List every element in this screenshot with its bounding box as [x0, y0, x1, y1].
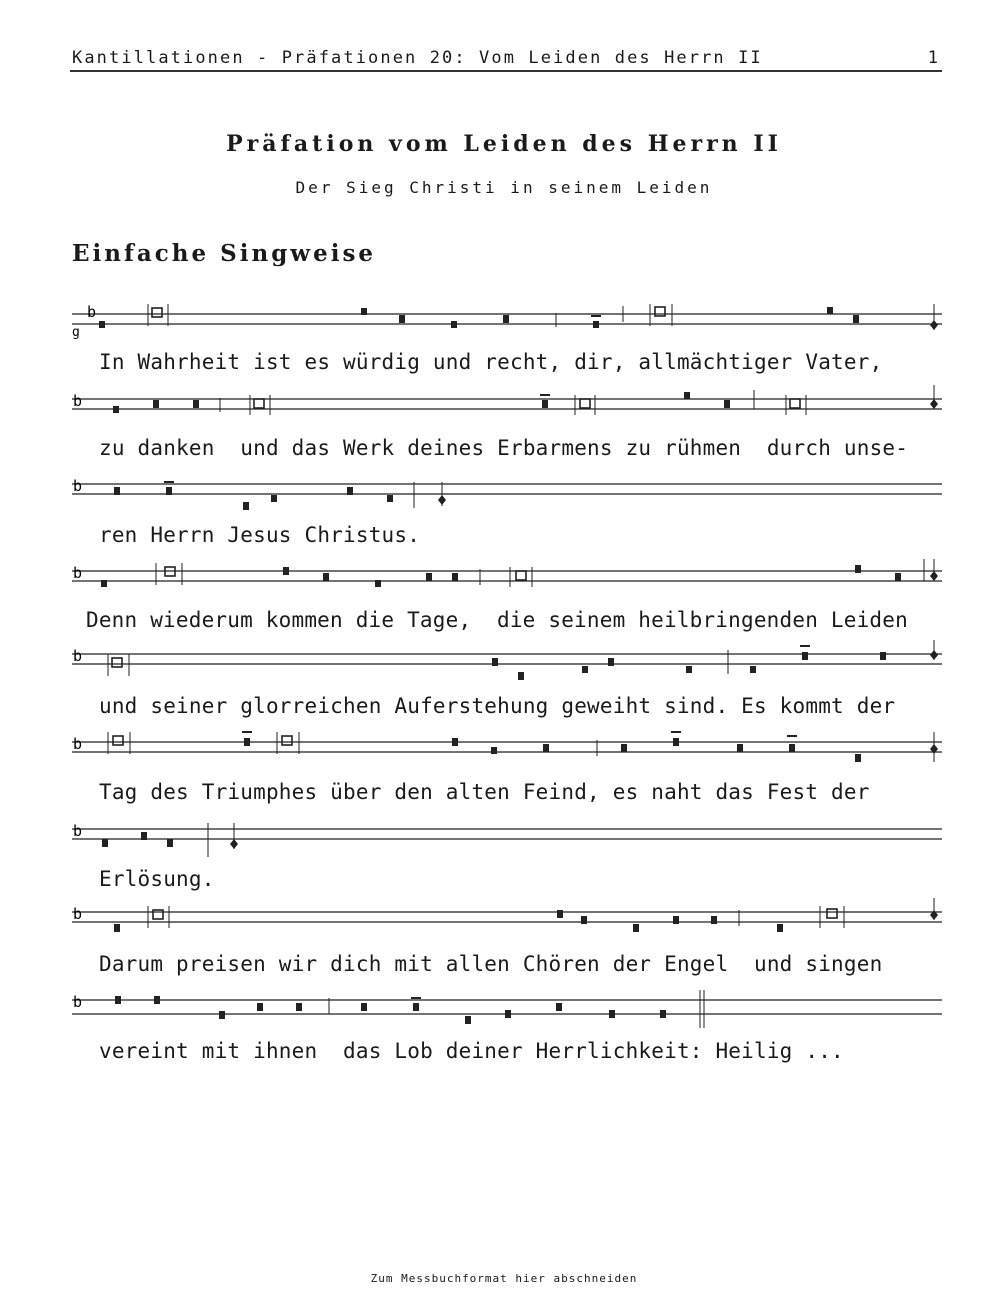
- lyric-line-6: Tag des Triumphes über den alten Feind, es naht das Fest der: [99, 780, 870, 804]
- lyric-line-7: Erlösung.: [99, 867, 215, 891]
- lyric-line-4: Denn wiederum kommen die Tage, die seinem heilbringenden Leiden: [86, 608, 908, 632]
- staff-7-notation: [70, 815, 944, 861]
- staff-9: [70, 986, 944, 1026]
- lyric-line-8: Darum preisen wir dich mit allen Chören der Engel und singen: [99, 952, 883, 976]
- cut-line-note: Zum Messbuchformat hier abschneiden: [370, 1272, 638, 1285]
- page-number: 1: [927, 48, 938, 68]
- section-heading: Einfache Singweise: [72, 240, 377, 267]
- staff-6: [70, 728, 944, 768]
- staff-7: [70, 815, 944, 855]
- lyric-line-9: vereint mit ihnen das Lob deiner Herrlichkeit: Heilig ...: [99, 1039, 844, 1063]
- staff-2: [70, 385, 944, 425]
- clef-letter: g: [72, 325, 80, 340]
- running-header: [70, 46, 942, 72]
- staff-3: [70, 470, 944, 510]
- staff-4-notation: [70, 557, 944, 597]
- staff-3-notation: [70, 470, 944, 514]
- staff-2-notation: [70, 385, 944, 425]
- lyric-line-3: ren Herrn Jesus Christus.: [99, 523, 421, 547]
- flat-glyph: b: [73, 564, 83, 582]
- flat-glyph: b: [87, 303, 97, 321]
- staff-1: [70, 300, 944, 340]
- flat-glyph: b: [73, 647, 83, 665]
- flat-glyph: b: [73, 822, 83, 840]
- staff-8-notation: [70, 898, 944, 938]
- flat-glyph: b: [73, 392, 83, 410]
- staff-4: [70, 557, 944, 597]
- flat-glyph: b: [73, 477, 83, 495]
- lyric-line-5: und seiner glorreichen Auferstehung geweiht sind. Es kommt der: [99, 694, 896, 718]
- staff-1-notation: [70, 300, 944, 340]
- lyric-line-1: In Wahrheit ist es würdig und recht, dir, allmächtiger Vater,: [99, 350, 883, 374]
- flat-glyph: b: [73, 735, 83, 753]
- flat-glyph: b: [73, 905, 83, 923]
- running-title: Kantillationen - Präfationen 20: Vom Leiden des Herrn II: [72, 48, 763, 68]
- page-subtitle: Der Sieg Christi in seinem Leiden: [295, 178, 713, 197]
- staff-8: [70, 898, 944, 938]
- staff-5: [70, 640, 944, 680]
- staff-6-notation: [70, 728, 944, 768]
- flat-glyph: b: [73, 993, 83, 1011]
- staff-5-notation: [70, 640, 944, 684]
- staff-9-notation: [70, 986, 944, 1030]
- page-title: Präfation vom Leiden des Herrn II: [226, 131, 782, 157]
- lyric-line-2: zu danken und das Werk deines Erbarmens zu rühmen durch unse-: [99, 436, 909, 460]
